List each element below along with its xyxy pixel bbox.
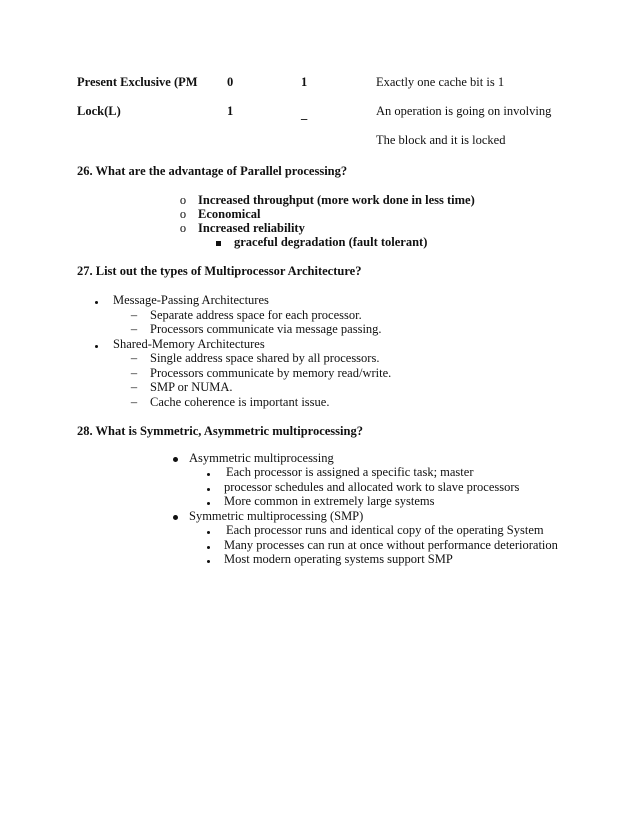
bullet-icon	[89, 292, 103, 308]
q27-group-2-item-3: SMP or NUMA.	[150, 380, 233, 394]
q26-item-1: Increased throughput (more work done in less time)	[198, 193, 475, 207]
q28-heading: 28. What is Symmetric, Asymmetric multiprocessing?	[77, 424, 363, 438]
circle-bullet-icon: o	[179, 193, 187, 207]
q26-heading: 26. What are the advantage of Parallel processing?	[77, 164, 348, 178]
q27-group-2-item-1: Single address space shared by all processors.	[150, 351, 380, 365]
q28-group-2-label: Symmetric multiprocessing (SMP)	[189, 509, 364, 523]
table-row-1-col1: 0	[227, 75, 234, 89]
q28-group-1-item-2: processor schedules and allocated work to slave processors	[224, 480, 520, 494]
bullet-icon	[201, 522, 215, 538]
table-row-2-col1: 1	[227, 104, 234, 118]
square-bullet-icon	[211, 234, 225, 250]
dash-bullet-icon: –	[130, 395, 138, 409]
q26-subitem: graceful degradation (fault tolerant)	[234, 235, 428, 249]
table-row-2-col2: _	[301, 107, 308, 121]
q27-group-1-label: Message-Passing Architectures	[113, 293, 269, 307]
q27-group-2-item-2: Processors communicate by memory read/write.	[150, 366, 392, 380]
bullet-icon	[168, 508, 182, 524]
table-continuation: The block and it is locked	[376, 133, 506, 147]
table-row-1-desc: Exactly one cache bit is 1	[376, 75, 505, 89]
q27-group-2-item-4: Cache coherence is important issue.	[150, 395, 330, 409]
circle-bullet-icon: o	[179, 221, 187, 235]
dash-bullet-icon: –	[130, 322, 138, 336]
q27-group-1-item-2: Processors communicate via message passing.	[150, 322, 382, 336]
bullet-icon	[89, 336, 103, 352]
q26-item-2: Economical	[198, 207, 261, 221]
dash-bullet-icon: –	[130, 308, 138, 322]
table-row-1-col2: 1	[301, 75, 308, 89]
bullet-icon	[168, 450, 182, 466]
q26-item-3: Increased reliability	[198, 221, 305, 235]
q27-group-1-item-1: Separate address space for each processor.	[150, 308, 362, 322]
q27-heading: 27. List out the types of Multiprocessor Architecture?	[77, 264, 362, 278]
q27-group-2-label: Shared-Memory Architectures	[113, 337, 265, 351]
dash-bullet-icon: –	[130, 351, 138, 365]
table-row-2-desc: An operation is going on involving	[376, 104, 552, 118]
q28-group-2-item-2: Many processes can run at once without performance deterioration	[224, 538, 558, 552]
bullet-icon	[201, 493, 215, 509]
dash-bullet-icon: –	[130, 380, 138, 394]
bullet-icon	[201, 551, 215, 567]
q28-group-1-item-3: More common in extremely large systems	[224, 494, 435, 508]
q28-group-1-label: Asymmetric multiprocessing	[189, 451, 334, 465]
q28-group-1-item-1: Each processor is assigned a specific task; master	[226, 465, 474, 479]
dash-bullet-icon: –	[130, 366, 138, 380]
q28-group-2-item-1: Each processor runs and identical copy of the operating System	[226, 523, 544, 537]
table-row-1-state: Present Exclusive (PM	[77, 75, 198, 89]
circle-bullet-icon: o	[179, 207, 187, 221]
table-row-2-state: Lock(L)	[77, 104, 121, 118]
q28-group-2-item-3: Most modern operating systems support SMP	[224, 552, 453, 566]
bullet-icon	[201, 464, 215, 480]
